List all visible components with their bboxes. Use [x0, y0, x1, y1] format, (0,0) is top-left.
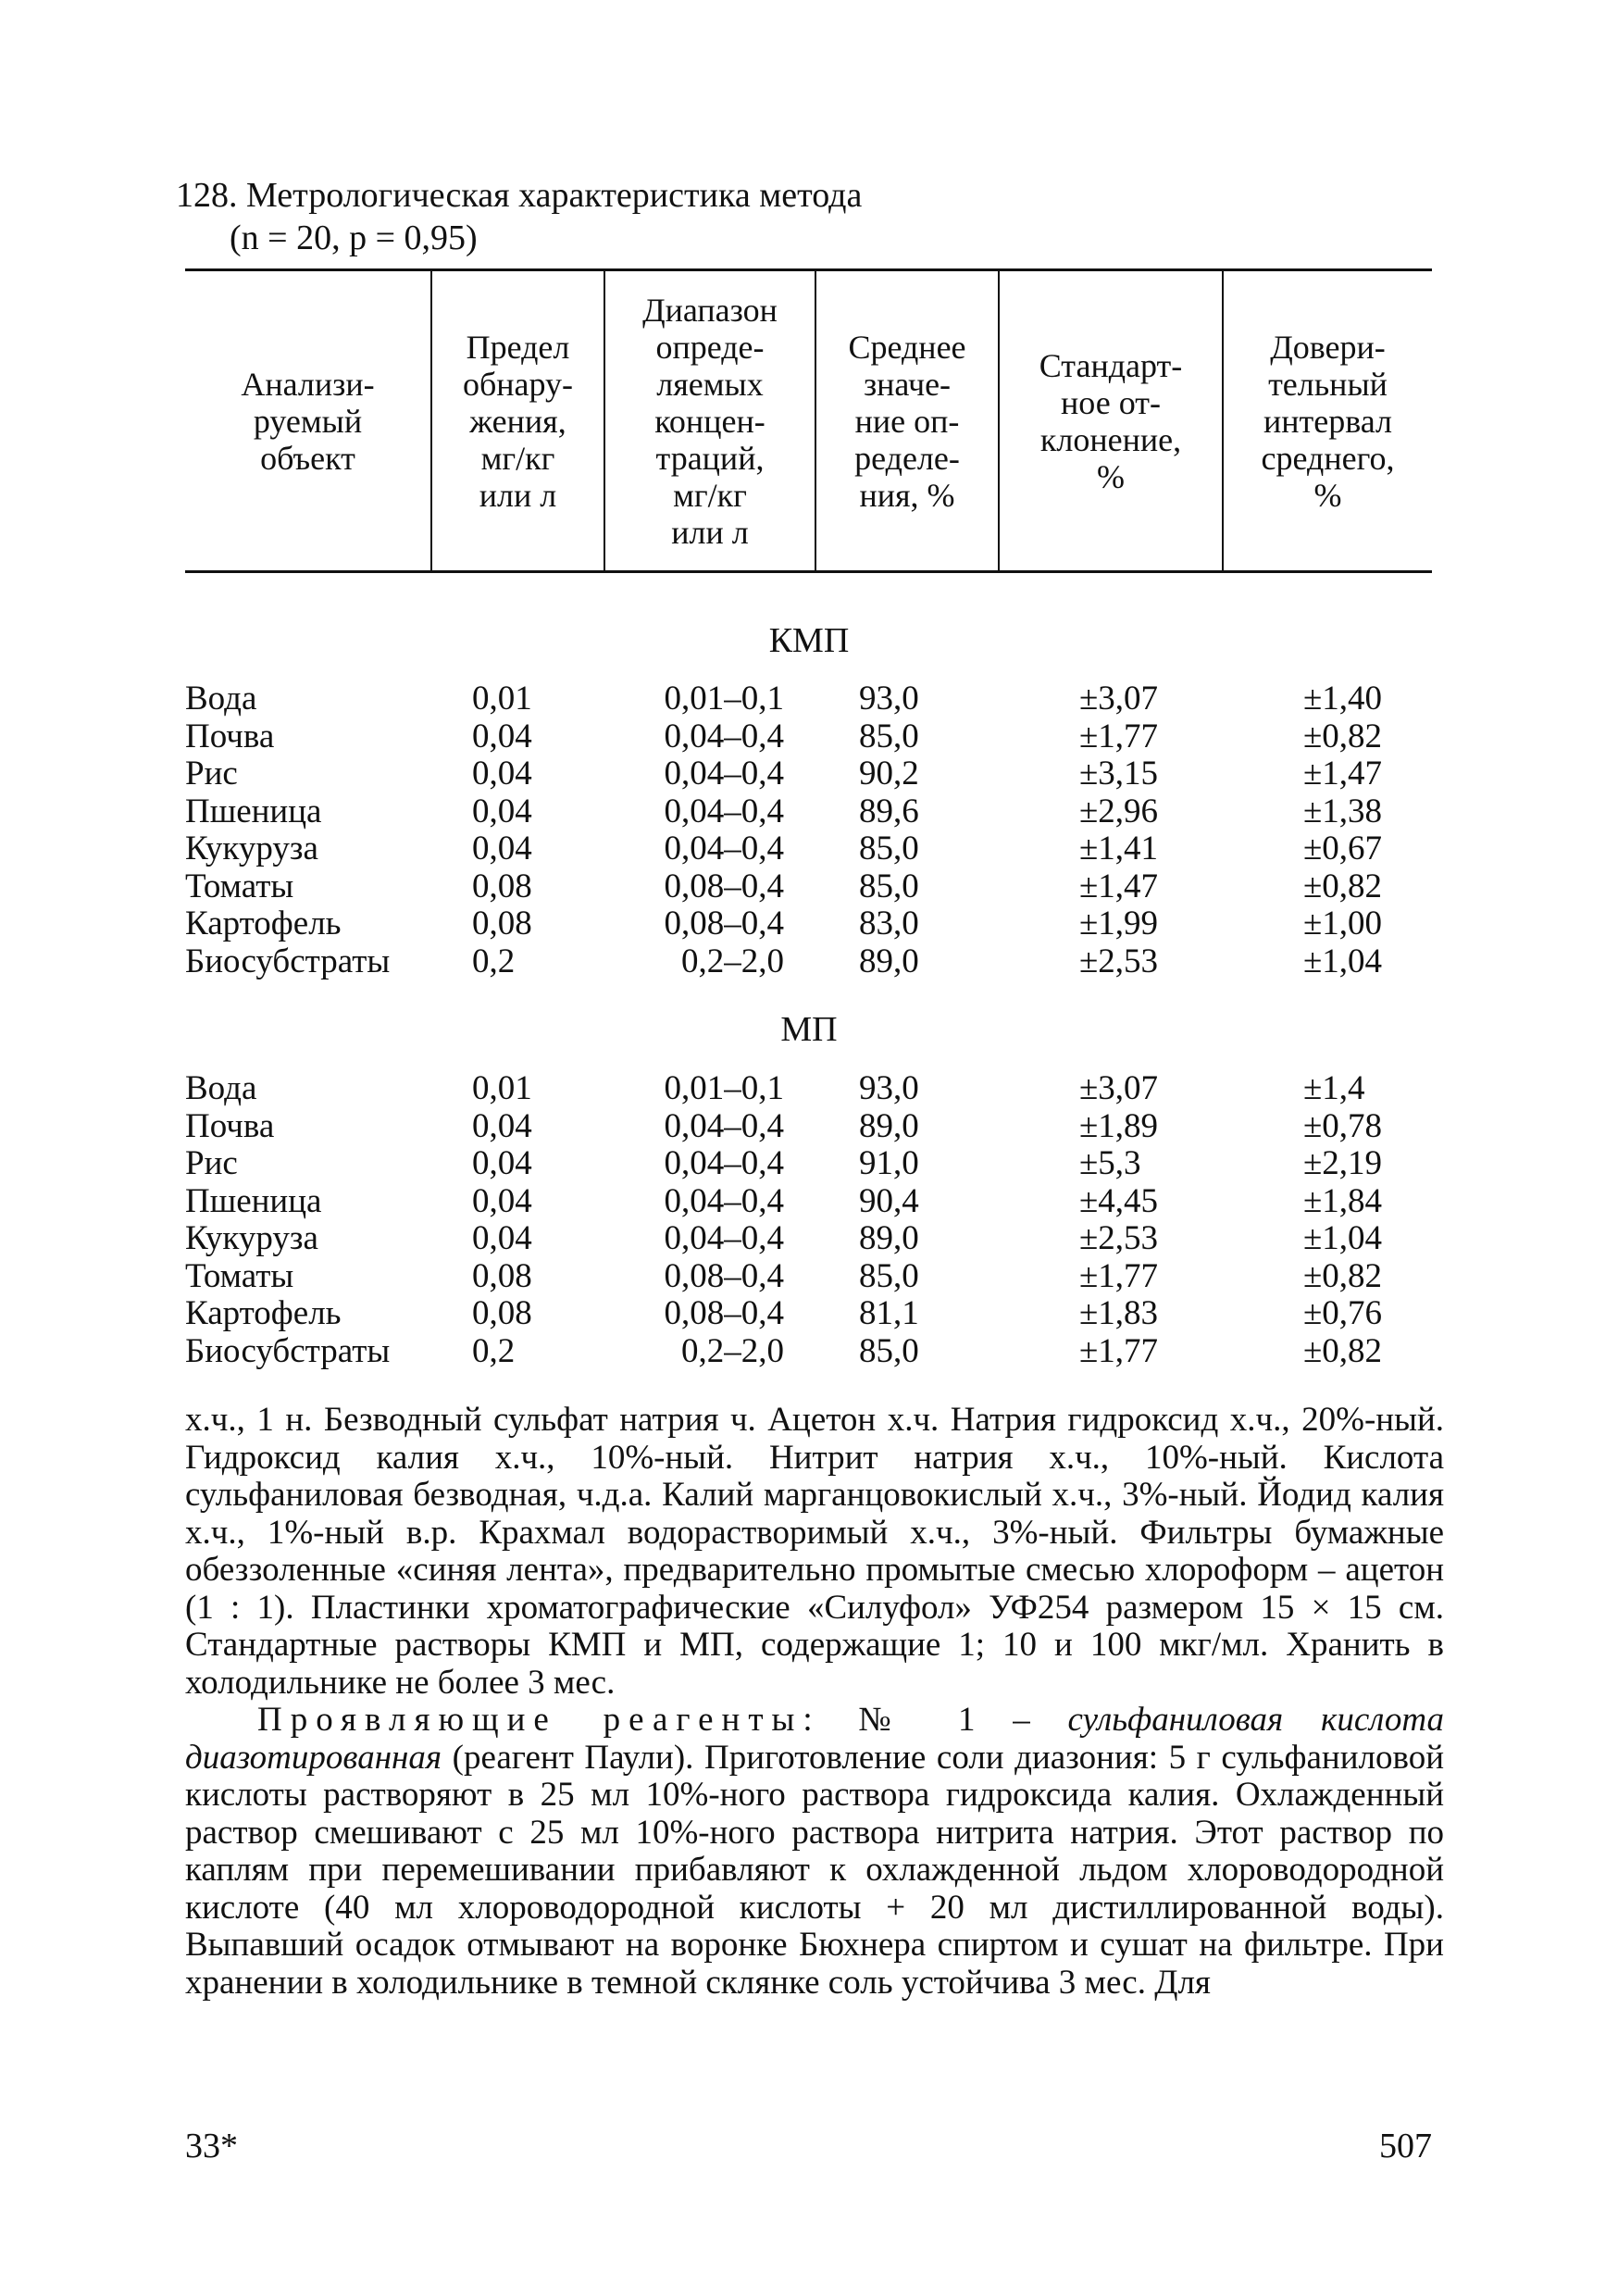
table-cell: 83,0: [859, 905, 919, 942]
table-cell: Картофель: [185, 1294, 342, 1332]
column-header: Довери- тельный интервал среднего, %: [1261, 329, 1395, 514]
table-cell: ±1,99: [1079, 905, 1159, 942]
table-cell: 0,08–0,4: [664, 905, 784, 942]
table-cell: 0,08: [472, 905, 532, 942]
table-cell: 0,04–0,4: [664, 1219, 784, 1257]
table-cell: Картофель: [185, 905, 342, 942]
table-cell: 0,04: [472, 1219, 532, 1257]
signature-mark: 33*: [185, 2127, 238, 2165]
paragraph: х.ч., 1 н. Безводный сульфат натрия ч. Ацетон х.ч. Натрия гидроксид х.ч., 20%-ный. Гидроксид калия х.ч., 10%-ный. Нитрит натрия х.ч., 10%-ный. Кислота сульфаниловая безводная, ч.д.а. Калий марганцовокислый х.ч., 3%-ный. Йодид калия х.ч., 1%-ный в.р. Крахмал водорастворимый х.ч., 3%-ный. Фильтры бумажные обеззоленные «синяя лента», предварительно промытые смесью хлороформ – ацетон (1 : 1). Пластинки хроматографические «Силуфол» УФ254 размером 15 × 15 см. Стандартные растворы КМП и МП, содержащие 1; 10 и 100 мкг/мл. Хранить в холодильнике не более 3 мес.: [185, 1401, 1444, 1702]
table-cell: 0,01–0,1: [664, 680, 784, 718]
column-header: Среднее значе- ние оп- ределе- ния, %: [848, 329, 966, 514]
table-cell: ±2,53: [1079, 942, 1159, 980]
table-row: [0, 1258, 1618, 1295]
table-cell: 89,6: [859, 792, 919, 830]
table-cell: 81,1: [859, 1294, 919, 1332]
table-cell: Рис: [185, 1144, 238, 1182]
table-cell: ±1,04: [1303, 1219, 1383, 1257]
table-cell: ±2,96: [1079, 792, 1159, 830]
table-cell: ±1,38: [1303, 792, 1383, 830]
table-cell: ±1,83: [1079, 1294, 1159, 1332]
table-cell: 93,0: [859, 1069, 919, 1107]
table-cell: ±0,67: [1303, 830, 1383, 867]
table-cell: Томаты: [185, 867, 294, 905]
section-title: МП: [780, 1010, 838, 1049]
table-cell: 89,0: [859, 942, 919, 980]
table-cell: 0,01: [472, 680, 532, 718]
table-cell: ±3,15: [1079, 755, 1159, 792]
table-row: [0, 793, 1618, 830]
table-cell: 0,04: [472, 792, 532, 830]
table-cell: 0,08: [472, 867, 532, 905]
table-row: [0, 755, 1618, 792]
table-cell: ±1,04: [1303, 942, 1383, 980]
table-cell: Кукуруза: [185, 830, 318, 867]
table-cell: 85,0: [859, 867, 919, 905]
section-title: КМП: [768, 621, 850, 660]
table-cell: 0,04: [472, 755, 532, 792]
table-cell: ±0,76: [1303, 1294, 1383, 1332]
table-cell: ±0,82: [1303, 1331, 1383, 1370]
table-cell: ±1,77: [1079, 1331, 1159, 1370]
table-cell: 0,04–0,4: [664, 717, 784, 755]
table-row: [0, 680, 1618, 718]
table-cell: 0,04–0,4: [664, 755, 784, 792]
table-cell: 85,0: [859, 717, 919, 755]
table-cell: 0,04: [472, 717, 532, 755]
table-cell: ±1,77: [1079, 717, 1159, 755]
body-text: [185, 1402, 1444, 2002]
table-cell: 0,04: [472, 1181, 532, 1220]
table-row: [0, 1183, 1618, 1220]
table-cell: 0,2: [472, 942, 516, 980]
table-cell: Вода: [185, 680, 257, 718]
table-cell: Рис: [185, 755, 238, 792]
paragraph: [185, 1702, 1444, 2002]
table-cell: ±1,00: [1303, 905, 1383, 942]
table-cell: Почва: [185, 717, 275, 755]
table-cell: 0,08: [472, 1256, 532, 1295]
table-cell: Пшеница: [185, 792, 322, 830]
table-cell: 0,04: [472, 1106, 532, 1145]
table-cell: ±1,40: [1303, 680, 1383, 718]
table-row: [0, 718, 1618, 755]
table-cell: 85,0: [859, 1256, 919, 1295]
table-cell: Кукуруза: [185, 1219, 318, 1257]
column-header: Анализи- руемый объект: [241, 366, 375, 477]
table-cell: ±1,47: [1079, 867, 1159, 905]
table-cell: 0,04–0,4: [664, 830, 784, 867]
table-cell: 0,08–0,4: [664, 867, 784, 905]
table-caption: [176, 174, 1472, 259]
table-row: [0, 905, 1618, 942]
table-row: [0, 1070, 1618, 1107]
table-cell: 85,0: [859, 830, 919, 867]
table-cell: ±0,82: [1303, 717, 1383, 755]
table-cell: ±1,47: [1303, 755, 1383, 792]
reagent-number: № 1 –: [820, 1701, 1068, 1739]
column-header: Диапазон опреде- ляемых концен- траций, мг/кг или л: [642, 292, 778, 551]
column-header: Предел обнару- жения, мг/кг или л: [462, 329, 574, 514]
table-cell: 0,04–0,4: [664, 1106, 784, 1145]
table-row: [0, 830, 1618, 867]
table-cell: 0,01–0,1: [664, 1069, 784, 1107]
table-cell: 0,01: [472, 1069, 532, 1107]
paragraph-text: (реагент Паули). Приготовление соли диазония: 5 г сульфаниловой кислоты растворяют в 25 мл 10%-ного раствора гидроксида калия. Охлажденный раствор смешивают с 25 мл 10%-ного раствора нитрита натрия. Этот раствор по каплям при перемешивании прибавляют к охлажденной льдом хлороводородной кислоте (40 мл хлороводородной кислоты + 20 мл дистиллированной воды). Выпавший осадок отмывают на воронке Бюхнера спиртом и сушат на фильтре. При хранении в холодильнике в темной склянке соль устойчива 3 мес. Для: [185, 1738, 1444, 2002]
table-cell: 91,0: [859, 1144, 919, 1182]
table-row: [0, 1220, 1618, 1257]
table-cell: ±0,78: [1303, 1106, 1383, 1145]
table-title: 128. Метрологическая характеристика метода: [176, 176, 863, 215]
column-header: Стандарт- ное от- клонение, %: [1039, 347, 1183, 495]
table-cell: 90,4: [859, 1181, 919, 1220]
table-cell: Биосубстраты: [185, 942, 391, 980]
table-cell: ±2,53: [1079, 1219, 1159, 1257]
table-row: [0, 868, 1618, 905]
table-cell: Пшеница: [185, 1181, 322, 1220]
table-cell: 85,0: [859, 1331, 919, 1370]
table-cell: 0,08: [472, 1294, 532, 1332]
table-cell: ±1,89: [1079, 1106, 1159, 1145]
table-cell: 90,2: [859, 755, 919, 792]
page-number: 507: [1379, 2127, 1432, 2165]
table-cell: 0,04: [472, 830, 532, 867]
table-row: [0, 1108, 1618, 1145]
table-cell: 89,0: [859, 1219, 919, 1257]
table-cell: ±2,19: [1303, 1144, 1383, 1182]
table-cell: 89,0: [859, 1106, 919, 1145]
table-cell: Биосубстраты: [185, 1331, 391, 1370]
table-row: [0, 1333, 1618, 1370]
reagent-name: сульфаниловая кислота диазотированная: [185, 1701, 1444, 1777]
table-row: [0, 1295, 1618, 1332]
table-cell: ±1,77: [1079, 1256, 1159, 1295]
table-cell: 0,04–0,4: [664, 1181, 784, 1220]
table-cell: ±1,41: [1079, 830, 1159, 867]
table-cell: 0,2–2,0: [681, 942, 784, 980]
table-cell: Почва: [185, 1106, 275, 1145]
table-cell: 0,04: [472, 1144, 532, 1182]
table-cell: 0,04–0,4: [664, 792, 784, 830]
table-cell: ±5,3: [1079, 1144, 1141, 1182]
table-cell: Томаты: [185, 1256, 294, 1295]
table-cell: ±0,82: [1303, 1256, 1383, 1295]
table-cell: ±0,82: [1303, 867, 1383, 905]
table-row: [0, 1145, 1618, 1182]
table-cell: ±1,84: [1303, 1181, 1383, 1220]
table-parameters: (n = 20, p = 0,95): [230, 218, 478, 257]
table-cell: 0,2: [472, 1331, 516, 1370]
table-cell: ±3,07: [1079, 1069, 1159, 1107]
table-cell: ±3,07: [1079, 680, 1159, 718]
table-cell: 0,08–0,4: [664, 1256, 784, 1295]
table-cell: Вода: [185, 1069, 257, 1107]
paragraph-lead: Проявляющие реагенты:: [257, 1701, 821, 1739]
table-cell: ±4,45: [1079, 1181, 1159, 1220]
table-cell: 0,2–2,0: [681, 1331, 784, 1370]
table-cell: 0,08–0,4: [664, 1294, 784, 1332]
table-cell: 93,0: [859, 680, 919, 718]
table-row: [0, 943, 1618, 980]
table-cell: 0,04–0,4: [664, 1144, 784, 1182]
table-cell: ±1,4: [1303, 1069, 1365, 1107]
